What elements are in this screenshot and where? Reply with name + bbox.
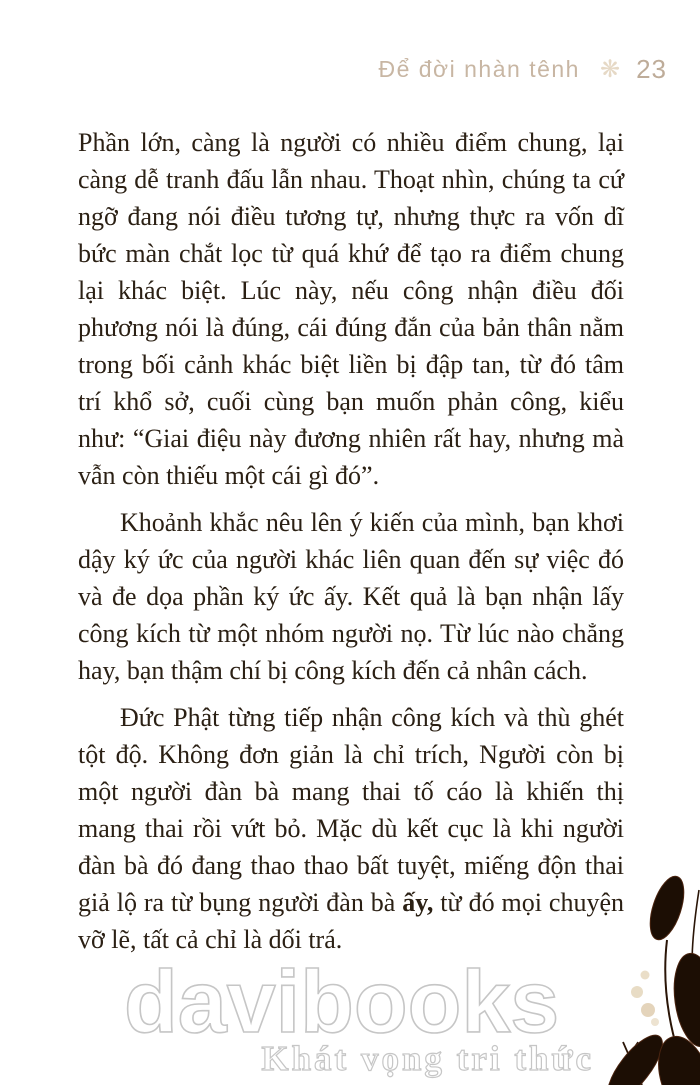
running-title: Để đời nhàn tênh xyxy=(378,56,580,82)
paragraph-text: từ đó mọi chuyện vỡ lẽ, tất cả chỉ là dối trá. xyxy=(78,888,624,954)
gold-speckle xyxy=(651,1018,659,1026)
watermark-tagline-text: Khát vọng tri thức xyxy=(261,1039,594,1078)
gold-speckle xyxy=(631,986,643,998)
branch-decoration xyxy=(595,850,700,1085)
paragraph-2: Khoảnh khắc nêu lên ý kiến của mình, bạn khơi dậy ký ức của người khác liên quan đến sự việc đó và đe dọa phần ký ức ấy. Kết quả là bạn nhận lấy công kích từ một nhóm người nọ. Từ lúc nào chẳng hay, bạn thậm chí bị công kích đến cả nhân cách. xyxy=(78,508,624,685)
body-text xyxy=(78,124,624,968)
flower-ornament-icon: ❋ xyxy=(599,55,621,83)
watermark-logo-text: davibooks xyxy=(124,952,560,1051)
paragraph-1: Phần lớn, càng là người có nhiều điểm chung, lại càng dễ tranh đấu lẫn nhau. Thoạt nhìn, chúng ta cứ ngỡ đang nói điều tương tự, nhưng thực ra vốn dĩ bức màn chắt lọc từ quá khứ để tạo ra điểm chung lại khác biệt. Lúc này, nếu công nhận điều đối phương nói là đúng, cái đúng đắn của bản thân nằm trong bối cảnh khác biệt liền bị đập tan, từ đó tâm trí khổ sở, cuối cùng bạn muốn phản công, kiểu như: “Giai điệu này đương nhiên rất hay, nhưng mà vẫn còn thiếu một cái gì đó”. xyxy=(78,128,624,490)
gold-speckle xyxy=(641,971,650,980)
page-header xyxy=(378,54,667,85)
page-number: 23 xyxy=(636,54,667,84)
leaf xyxy=(643,872,690,943)
paragraph-text: Đức Phật từng tiếp nhận công kích và thù ghét tột độ. Không đơn giản là chỉ trích, Người còn bị một người đàn bà mang thai tố cáo là khiến thị mang thai rồi vứt bỏ. Mặc dù kết cục là khi người đàn bà đó đang thao thao bất tuyệt, miếng độn thai giả lộ ra từ bụng người đàn bà xyxy=(78,703,624,917)
bold-word: ấy, xyxy=(402,888,434,917)
gold-speckle xyxy=(641,1003,655,1017)
paragraph-3 xyxy=(78,699,624,958)
